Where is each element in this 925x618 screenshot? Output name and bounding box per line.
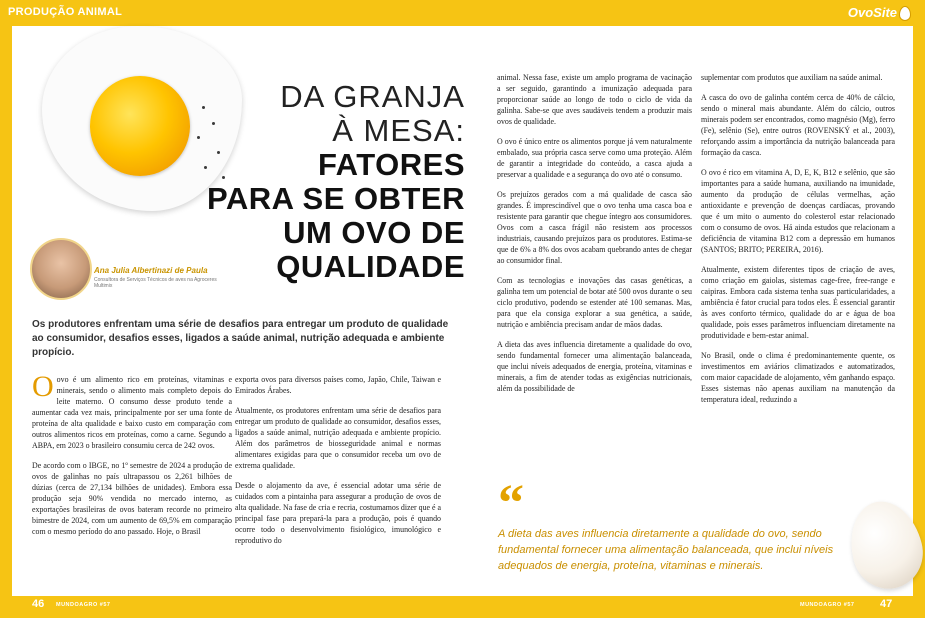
left-page	[12, 26, 465, 596]
brand-logo: OvoSite	[847, 5, 897, 20]
title-line: PARA SE OBTER	[207, 181, 465, 216]
body-paragraph: A dieta das aves influencia diretamente a qualidade do ovo, sendo fundamental fornecer uma alimentação balanceada, que inclui níveis adequados de energia, proteína, vitaminas e minerais, a fim de atender todas as exigências nutricionais, além da possibilidade de	[497, 340, 692, 393]
left-column-1	[32, 370, 232, 546]
author-avatar	[30, 238, 92, 300]
body-paragraph: Os prejuízos gerados com a má qualidade de casca são grandes. É imprescindível que o ovo tenha uma casca boa e resistente para garantir que chegue íntegro aos consumidores. Ovos com a casca frágil não resistem aos processos industriais, causando prejuízos para os produtores. Estima-se que de 6% a 8% dos ovos acabam quebrando antes de chegar ao consumidor final.	[497, 190, 692, 265]
title-line: DA GRANJA	[280, 79, 465, 114]
section-label: PRODUÇÃO ANIMAL	[8, 6, 123, 18]
drop-cap: O	[32, 370, 54, 403]
left-column-2	[235, 374, 441, 555]
pull-quote: A dieta das aves influencia diretamente a qualidade do ovo, sendo fundamental fornecer uma alimentação balanceada, que inclui níveis adequados de energia, proteína, vitaminas e minerais.	[498, 528, 834, 572]
author-name: Ana Julia Albertinazi de Paula	[94, 266, 208, 275]
quote-icon: “	[498, 475, 524, 532]
body-paragraph: Atualmente, existem diferentes tipos de criação de aves, como criação em gaiolas, sistemas cage-free, free-range e caipiras. Embora cada sistema tenha suas particularidades, a ambiência é fator crucial para todos eles. É essencial garantir às aves conforto térmico, qualidade do ar e água de boa qualidade, pois esses parâmetros influenciam diretamente na produtividade e bem-estar animal.	[701, 265, 895, 340]
title-line: QUALIDADE	[276, 249, 465, 284]
body-paragraph: Oovo é um alimento rico em proteínas, vitaminas e minerais, sendo o alimento mais completo depois do leite materno. O consumo desse produto tende a aumentar cada vez mais, principalmente por ser uma fonte de proteína de alta qualidade e baixo custo em comparação com outros alimentos ricos em proteínas, como a carne. Segundo a ABPA, em 2023 o brasileiro consumiu cerca de 242 ovos.	[32, 370, 232, 450]
whole-egg-image	[841, 494, 925, 596]
author-role: Consultora de Serviços Técnicos de aves na Agroceres Multimix	[94, 277, 217, 289]
body-paragraph: O ovo é rico em vitamina A, D, E, K, B12 e selênio, que são importantes para a saúde humana, auxiliando na imunidade, aumento da produção de células vermelhas, ação antioxidante e prevenção de doenças cardíacas, provando que é um mito o aumento do colesterol estar relacionado com o consumo de ovos. Há ainda estudos que relacionam a deficiência de vitamina B12 com a depressão em humanos (SANTOS; BRITO; PEREIRA, 2016).	[701, 168, 895, 254]
body-paragraph: No Brasil, onde o clima é predominantemente quente, os investimentos em aviários climatizados e automatizados, com maior capacidade de alojamento, vêm ganhando espaço. Esses sistemas não apenas auxiliam na manutenção da temperatura ideal, reduzindo a	[701, 351, 895, 404]
body-paragraph: De acordo com o IBGE, no 1º semestre de 2024 a produção de ovos de galinhas no país ultrapassou os 2,261 bilhões de dúzias (cerca de 27,134 bilhões de unidades). Embora essa produção seja 90% vendida no mercado interno, as exportações brasileiras de ovos bateram recorde no primeiro bimestre de 2024, com um aumento de 69,5% em comparação com o mesmo período do ano passado. Hoje, o Brasil	[32, 461, 232, 536]
right-page	[465, 26, 913, 596]
body-paragraph: Com as tecnologias e inovações das casas genéticas, a galinha tem um potencial de botar até 500 ovos durante o seu ciclo produtivo, podendo se estender até 100 semanas. Mas, para que ela consiga explorar a sua genética, a saúde, nutrição e ambiência precisam andar de mãos dadas.	[497, 276, 692, 329]
body-paragraph: Atualmente, os produtores enfrentam uma série de desafios para entregar um produto de qualidade ao consumidor, desafios esses, ligados a saúde animal, nutrição adequada e ambiente propício. Além dos parâmetros de biosseguridade animal e normas alimentares exigidas para que o consumidor receba um ovo de extrema qualidade.	[235, 406, 441, 470]
egg-icon	[899, 6, 911, 21]
title-line: FATORES	[317, 147, 465, 182]
magazine-name-left: MUNDOAGRO #57	[56, 602, 111, 608]
title-line: UM OVO DE	[283, 215, 465, 250]
right-column-2	[701, 72, 895, 414]
top-bar	[0, 0, 925, 26]
page-number-left: 46	[32, 598, 45, 610]
page-number-right: 47	[880, 598, 893, 610]
magazine-name-right: MUNDOAGRO #57	[800, 602, 855, 608]
title-line: À MESA:	[332, 113, 465, 148]
body-paragraph: O ovo é único entre os alimentos porque já vem naturalmente embalado, sua própria casca serve como uma proteção. Além de garantir a integridade do conteúdo, a casca ajuda a preservar a qualidade e a segurança do ovo até o consumo.	[497, 137, 692, 179]
body-paragraph: exporta ovos para diversos países como, Japão, Chile, Taiwan e Emirados Árabes.	[235, 375, 441, 395]
right-column-1	[497, 72, 692, 403]
body-paragraph: A casca do ovo de galinha contém cerca de 40% de cálcio, sendo o mineral mais abundante. Além do cálcio, outros minerais podem ser encontrados, como magnésio (Mg), ferro (Fe), selênio (Se), entre outros (ROVENSKÝ et al., 2003), reforçando assim a importância da nutrição balanceada para formação da casca.	[701, 93, 895, 157]
body-paragraph: animal. Nessa fase, existe um amplo programa de vacinação a ser seguido, garantindo a imunização adequada para proporcionar saúde ao longo de todo o ciclo de vida da galinha. Sabe-se que aves saudáveis tendem a produzir mais ovos de qualidade.	[497, 73, 692, 126]
lead-paragraph: Os produtores enfrentam uma série de desafios para entregar um produto de qualidade ao consumidor, desafios esses, ligados a saúde animal, nutrição adequada e ambiente propício.	[32, 319, 449, 358]
body-paragraph: Desde o alojamento da ave, é essencial adotar uma série de cuidados com a pintainha para assegurar a produção de ovos de alta qualidade. Na fase de cria e recria, costumamos dizer que é a principal fase para prepará-la para a produção, pois é quando ocorre todo o desenvolvimento fisiológico, imunológico e reprodutivo do	[235, 481, 441, 545]
body-paragraph: suplementar com produtos que auxiliam na saúde animal.	[701, 73, 883, 82]
